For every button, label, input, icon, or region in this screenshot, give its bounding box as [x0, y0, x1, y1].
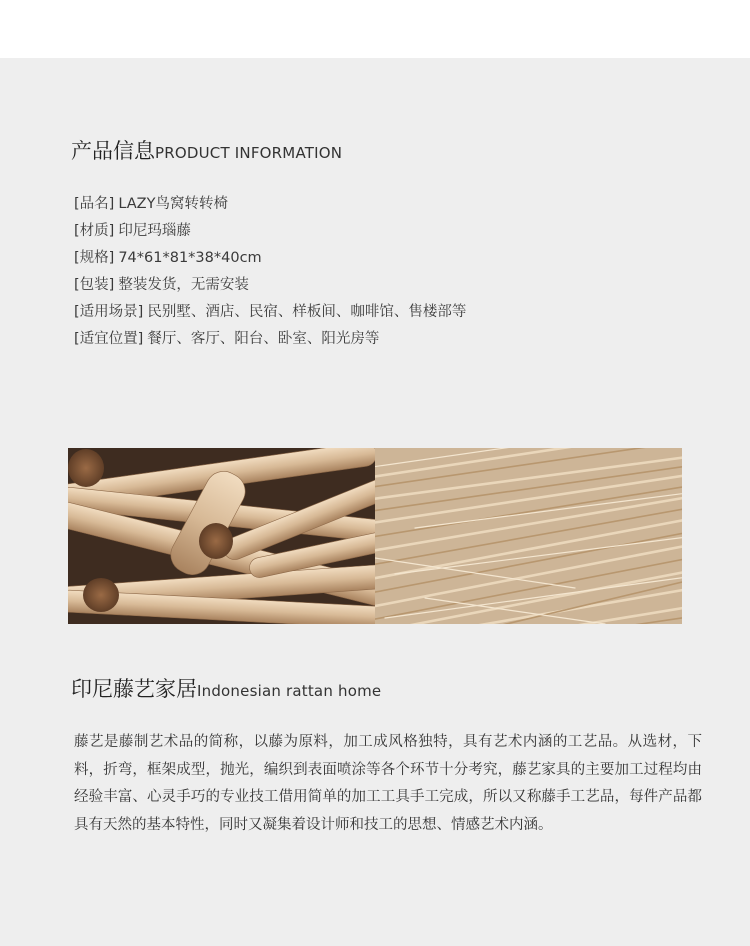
info-key: [材质]	[74, 223, 115, 239]
info-value: 民别墅、酒店、民宿、样板间、咖啡馆、售楼部等	[147, 304, 467, 320]
info-value: 74*61*81*38*40cm	[118, 250, 262, 266]
rattan-home-title	[71, 673, 381, 703]
info-row-name	[74, 191, 466, 218]
info-value: 印尼玛瑙藤	[118, 223, 191, 239]
info-key: [规格]	[74, 250, 115, 266]
info-value: 整装发货，无需安装	[118, 277, 249, 293]
rattan-home-title-en: Indonesian rattan home	[197, 682, 382, 700]
info-value: 餐厅、客厅、阳台、卧室、阳光房等	[147, 331, 380, 347]
product-info-title-cn: 产品信息	[71, 139, 155, 163]
rattan-rods-photo	[68, 448, 375, 624]
rattan-photo-strip	[68, 448, 682, 624]
product-info-title-en: PRODUCT INFORMATION	[155, 144, 343, 162]
info-key: [适宜位置]	[74, 331, 144, 347]
info-key: [品名]	[74, 196, 115, 212]
info-row-packaging	[74, 272, 466, 299]
info-key: [包装]	[74, 277, 115, 293]
rattan-strands-photo	[375, 448, 682, 624]
info-row-material	[74, 218, 466, 245]
info-key: [适用场景]	[74, 304, 144, 320]
rattan-description: 藤艺是藤制艺术品的简称，以藤为原料，加工成风格独特，具有艺术内涵的工艺品。从选材，下料，折弯，框架成型，抛光，编织到表面喷涂等各个环节十分考究，藤艺家具的主要加工过程均由经验丰富、心灵手巧的专业技工借用简单的加工工具手工完成，所以又称藤手工艺品，每件产品都具有天然的基本特性，同时又凝集着设计师和技工的思想、情感艺术内涵。	[74, 734, 702, 833]
info-value: LAZY鸟窝转转椅	[118, 196, 228, 212]
info-row-scenes	[74, 299, 466, 326]
product-info-title	[71, 135, 342, 165]
product-info-list	[74, 191, 466, 353]
info-row-positions	[74, 326, 466, 353]
rattan-home-title-cn: 印尼藤艺家居	[71, 677, 197, 701]
info-row-size	[74, 245, 466, 272]
